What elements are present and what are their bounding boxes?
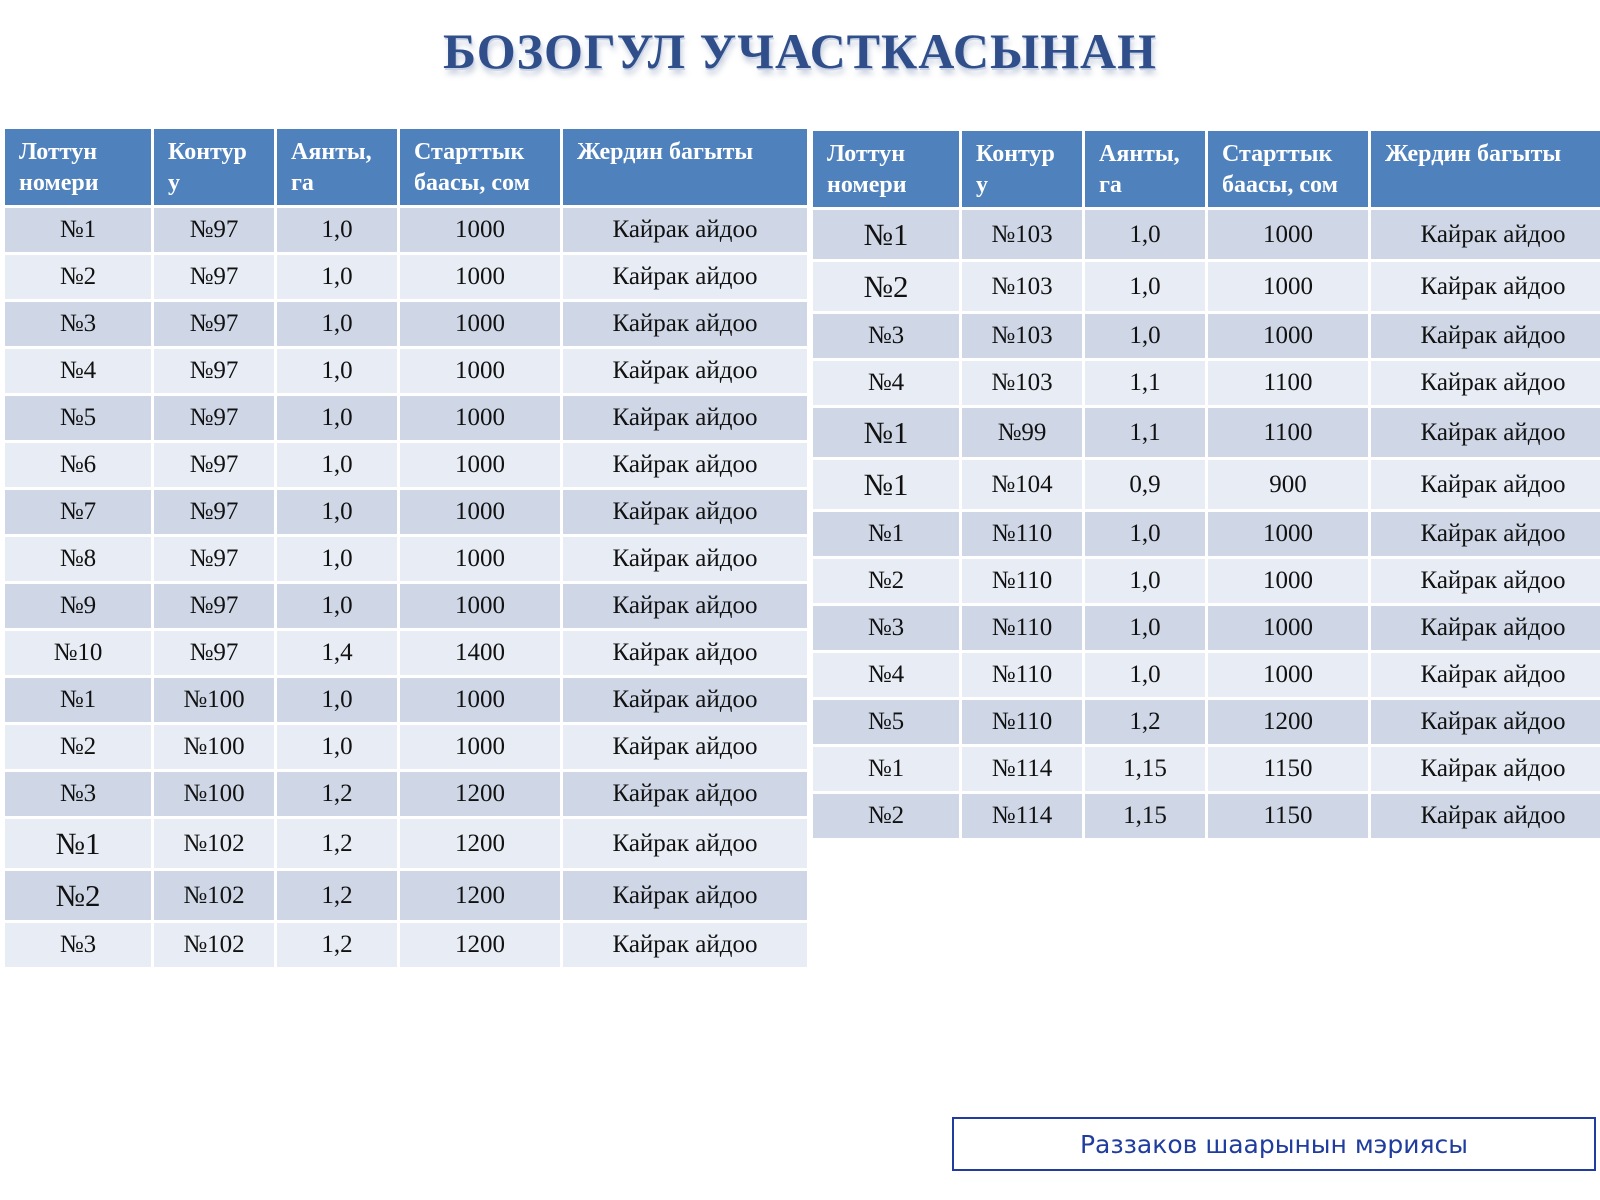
cell-contour: №110 [962,606,1082,650]
cell-area: 1,15 [1085,747,1205,791]
cell-contour: №97 [154,631,274,675]
cell-start-price: 1000 [1208,559,1368,603]
header-lot-number: Лоттун номери [813,131,959,207]
table-row [5,631,807,675]
cell-start-price: 1000 [400,490,560,534]
cell-lot-number: №1 [813,747,959,791]
cell-area: 1,2 [277,923,397,967]
cell-lot-number: №2 [813,262,959,311]
cell-land-use: Кайрак айдоо [1371,794,1600,838]
cell-start-price: 1000 [400,208,560,252]
cell-lot-number: №1 [5,819,151,868]
cell-start-price: 1400 [400,631,560,675]
lots-table-right-body [813,210,1600,838]
cell-land-use: Кайрак айдоо [563,725,807,769]
cell-lot-number: №5 [5,396,151,440]
cell-area: 1,2 [277,819,397,868]
cell-area: 1,2 [1085,700,1205,744]
cell-contour: №97 [154,396,274,440]
header-area: Аянты, га [277,129,397,205]
cell-contour: №100 [154,725,274,769]
table-row [5,302,807,346]
cell-start-price: 1000 [400,678,560,722]
table-row [813,606,1600,650]
cell-contour: №97 [154,584,274,628]
cell-lot-number: №7 [5,490,151,534]
cell-area: 1,0 [1085,606,1205,650]
cell-land-use: Кайрак айдоо [1371,512,1600,556]
cell-lot-number: №2 [5,871,151,920]
cell-land-use: Кайрак айдоо [563,678,807,722]
table-row [813,512,1600,556]
cell-start-price: 1200 [1208,700,1368,744]
table-row [813,210,1600,259]
table-row [5,923,807,967]
cell-contour: №110 [962,700,1082,744]
cell-start-price: 1000 [1208,512,1368,556]
cell-area: 1,0 [1085,559,1205,603]
cell-contour: №103 [962,210,1082,259]
table-row [5,443,807,487]
cell-contour: №97 [154,490,274,534]
table-row [813,653,1600,697]
cell-start-price: 1100 [1208,408,1368,457]
cell-contour: №103 [962,314,1082,358]
cell-lot-number: №10 [5,631,151,675]
cell-contour: №100 [154,772,274,816]
lots-table-left [2,126,810,970]
cell-start-price: 1000 [1208,210,1368,259]
table-row [5,490,807,534]
cell-contour: №102 [154,819,274,868]
table-row [813,361,1600,405]
cell-lot-number: №2 [5,725,151,769]
cell-lot-number: №1 [5,678,151,722]
cell-area: 1,0 [277,443,397,487]
cell-start-price: 1000 [1208,262,1368,311]
table-row [5,819,807,868]
cell-area: 1,1 [1085,361,1205,405]
cell-lot-number: №3 [813,314,959,358]
cell-land-use: Кайрак айдоо [563,255,807,299]
cell-area: 1,0 [277,396,397,440]
table-row [813,314,1600,358]
cell-start-price: 1000 [400,255,560,299]
cell-area: 1,0 [1085,314,1205,358]
cell-lot-number: №8 [5,537,151,581]
cell-lot-number: №3 [813,606,959,650]
cell-land-use: Кайрак айдоо [1371,210,1600,259]
cell-contour: №102 [154,871,274,920]
cell-contour: №100 [154,678,274,722]
cell-contour: №103 [962,361,1082,405]
cell-start-price: 1000 [1208,314,1368,358]
cell-area: 1,2 [277,871,397,920]
cell-land-use: Кайрак айдоо [563,396,807,440]
cell-land-use: Кайрак айдоо [563,349,807,393]
cell-lot-number: №6 [5,443,151,487]
cell-lot-number: №3 [5,923,151,967]
cell-land-use: Кайрак айдоо [563,302,807,346]
cell-lot-number: №4 [813,361,959,405]
cell-land-use: Кайрак айдоо [1371,262,1600,311]
header-start-price: Старттык баасы, сом [1208,131,1368,207]
cell-area: 1,2 [277,772,397,816]
cell-start-price: 1100 [1208,361,1368,405]
cell-lot-number: №2 [5,255,151,299]
cell-start-price: 1200 [400,871,560,920]
header-lot-number: Лоттун номери [5,129,151,205]
cell-contour: №99 [962,408,1082,457]
lots-table-left-body [5,208,807,967]
cell-start-price: 1000 [400,302,560,346]
header-start-price: Старттык баасы, сом [400,129,560,205]
cell-lot-number: №3 [5,772,151,816]
cell-area: 1,15 [1085,794,1205,838]
cell-area: 1,0 [1085,512,1205,556]
cell-land-use: Кайрак айдоо [563,871,807,920]
cell-land-use: Кайрак айдоо [1371,653,1600,697]
header-land-use: Жердин багыты [563,129,807,205]
cell-land-use: Кайрак айдоо [1371,559,1600,603]
table-row [5,537,807,581]
cell-contour: №97 [154,302,274,346]
cell-lot-number: №4 [5,349,151,393]
cell-land-use: Кайрак айдоо [1371,314,1600,358]
cell-contour: №110 [962,653,1082,697]
table-row [5,396,807,440]
cell-land-use: Кайрак айдоо [563,490,807,534]
table-row [813,794,1600,838]
lots-table-right [810,128,1600,841]
cell-contour: №114 [962,794,1082,838]
cell-land-use: Кайрак айдоо [563,631,807,675]
cell-lot-number: №1 [813,512,959,556]
cell-area: 1,0 [1085,262,1205,311]
cell-area: 1,0 [277,208,397,252]
cell-land-use: Кайрак айдоо [1371,408,1600,457]
cell-lot-number: №1 [5,208,151,252]
cell-start-price: 1000 [400,584,560,628]
table-row [5,349,807,393]
cell-land-use: Кайрак айдоо [563,923,807,967]
cell-start-price: 1000 [400,537,560,581]
header-contour: Контур у [962,131,1082,207]
header-contour: Контур у [154,129,274,205]
table-row [5,208,807,252]
cell-lot-number: №1 [813,210,959,259]
table-row [813,700,1600,744]
cell-land-use: Кайрак айдоо [1371,460,1600,509]
header-area: Аянты, га [1085,131,1205,207]
table-row [813,408,1600,457]
slide-title: БОЗОГУЛ УЧАСТКАСЫНАН [443,23,1157,79]
header-land-use: Жердин багыты [1371,131,1600,207]
cell-contour: №97 [154,255,274,299]
cell-land-use: Кайрак айдоо [563,208,807,252]
table-row [813,559,1600,603]
cell-area: 1,1 [1085,408,1205,457]
cell-start-price: 1200 [400,772,560,816]
cell-area: 1,0 [277,302,397,346]
cell-land-use: Кайрак айдоо [1371,700,1600,744]
table-row [813,747,1600,791]
cell-start-price: 1000 [400,396,560,440]
cell-land-use: Кайрак айдоо [563,584,807,628]
table-row [5,678,807,722]
table-row [5,584,807,628]
cell-lot-number: №9 [5,584,151,628]
cell-land-use: Кайрак айдоо [563,537,807,581]
cell-contour: №103 [962,262,1082,311]
cell-contour: №102 [154,923,274,967]
cell-area: 0,9 [1085,460,1205,509]
cell-start-price: 1000 [1208,606,1368,650]
cell-land-use: Кайрак айдоо [1371,606,1600,650]
cell-lot-number: №2 [813,559,959,603]
table-row [5,772,807,816]
cell-lot-number: №1 [813,408,959,457]
cell-contour: №97 [154,208,274,252]
cell-land-use: Кайрак айдоо [1371,361,1600,405]
cell-start-price: 900 [1208,460,1368,509]
footer-organization-label: Раззаков шаарынын мэриясы [952,1117,1596,1171]
cell-area: 1,0 [277,584,397,628]
cell-start-price: 1200 [400,923,560,967]
cell-area: 1,0 [277,537,397,581]
table-row [813,262,1600,311]
cell-land-use: Кайрак айдоо [563,443,807,487]
cell-contour: №110 [962,559,1082,603]
cell-lot-number: №4 [813,653,959,697]
table-header-row [5,129,807,205]
table-row [813,460,1600,509]
cell-contour: №97 [154,537,274,581]
cell-start-price: 1150 [1208,747,1368,791]
cell-area: 1,0 [1085,653,1205,697]
cell-contour: №104 [962,460,1082,509]
cell-lot-number: №3 [5,302,151,346]
cell-land-use: Кайрак айдоо [1371,747,1600,791]
cell-area: 1,4 [277,631,397,675]
cell-contour: №114 [962,747,1082,791]
cell-contour: №97 [154,443,274,487]
cell-start-price: 1200 [400,819,560,868]
table-header-row [813,131,1600,207]
table-row [5,255,807,299]
cell-land-use: Кайрак айдоо [563,772,807,816]
cell-start-price: 1000 [1208,653,1368,697]
cell-area: 1,0 [1085,210,1205,259]
cell-lot-number: №2 [813,794,959,838]
cell-start-price: 1000 [400,349,560,393]
cell-area: 1,0 [277,490,397,534]
cell-contour: №110 [962,512,1082,556]
cell-land-use: Кайрак айдоо [563,819,807,868]
cell-contour: №97 [154,349,274,393]
cell-lot-number: №5 [813,700,959,744]
cell-area: 1,0 [277,255,397,299]
cell-area: 1,0 [277,725,397,769]
cell-area: 1,0 [277,678,397,722]
cell-area: 1,0 [277,349,397,393]
table-row [5,871,807,920]
table-row [5,725,807,769]
cell-lot-number: №1 [813,460,959,509]
cell-start-price: 1000 [400,725,560,769]
cell-start-price: 1000 [400,443,560,487]
cell-start-price: 1150 [1208,794,1368,838]
